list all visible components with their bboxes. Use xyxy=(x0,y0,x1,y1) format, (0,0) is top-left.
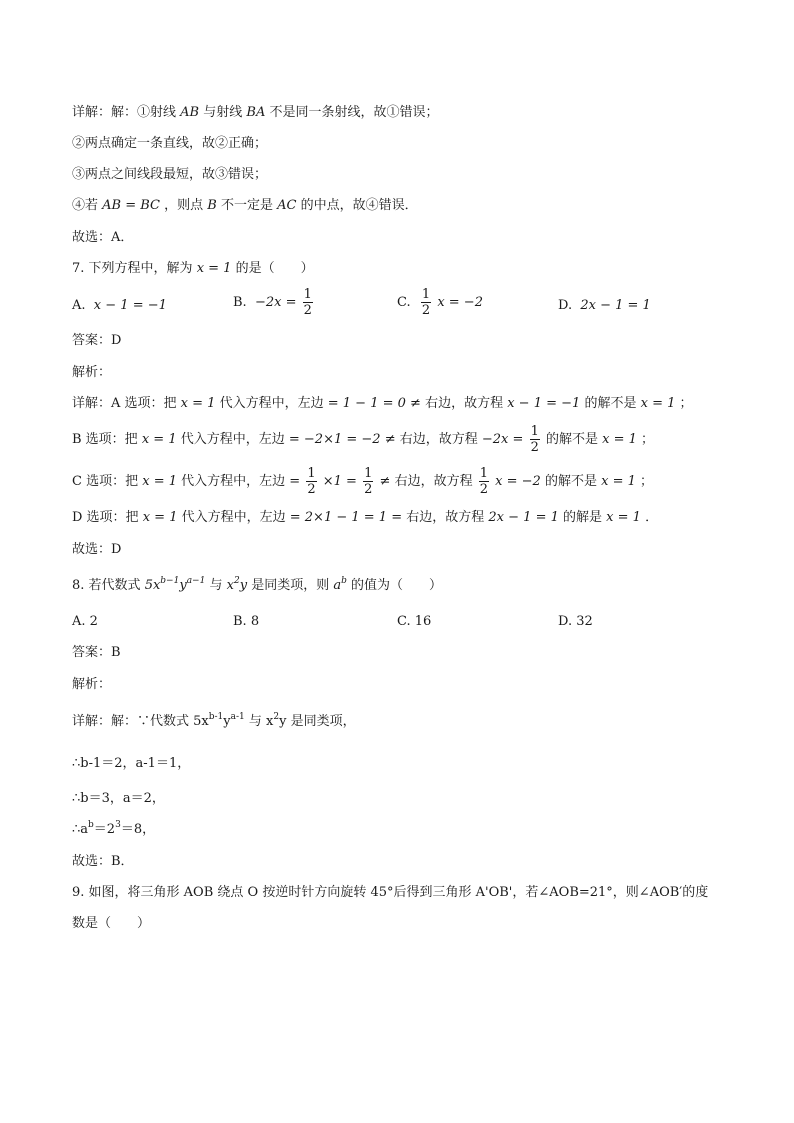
math: x = 1 xyxy=(606,510,641,525)
q7-detail-c xyxy=(72,466,653,497)
q7-option-a xyxy=(72,296,167,316)
fraction xyxy=(303,287,313,318)
base: a xyxy=(333,578,342,593)
math-ab-eq-bc: AB = BC xyxy=(102,198,160,213)
text: 右边，故方程 xyxy=(394,474,473,489)
numerator: 1 xyxy=(530,424,539,439)
q6-detail-line-4 xyxy=(72,196,418,216)
text: 详解：A 选项：把 xyxy=(72,396,177,411)
q8-final-answer: 故选：B． xyxy=(72,854,134,869)
text: 代入方程中，左边 xyxy=(181,510,286,525)
q9-stem-line-2: 数是（ ） xyxy=(72,916,151,931)
math-ac: AC xyxy=(277,198,297,213)
q7-final-answer: 故选：D xyxy=(72,542,122,557)
text: 代入方程中，左边 xyxy=(219,396,324,411)
math: x = 1 xyxy=(196,261,232,276)
q8-stem xyxy=(72,576,442,596)
exponent: a−1 xyxy=(186,576,206,586)
text: 不一定是 xyxy=(221,198,274,213)
text: 右边，故方程 xyxy=(399,432,478,447)
math: x = −2 xyxy=(495,474,541,489)
q7-detail-a xyxy=(72,394,693,414)
math: x = 1 xyxy=(602,432,637,447)
q8-detail-3: ∴b＝3，a＝2， xyxy=(72,791,165,806)
math: x − 1 = −1 xyxy=(507,396,581,411)
text: 的是（ ） xyxy=(235,261,314,276)
q6-detail-line-3: ③两点之间线段最短，故③错误； xyxy=(72,167,268,182)
option-label: D. xyxy=(558,298,573,313)
text: 的解不是 xyxy=(545,432,598,447)
math-ba: BA xyxy=(246,105,266,120)
text: B 选项：把 xyxy=(72,432,138,447)
text: 7. 下列方程中，解为 xyxy=(72,261,193,276)
denominator: 2 xyxy=(307,482,316,497)
q7-answer: 答案：D xyxy=(72,333,122,348)
text: 右边，故方程 xyxy=(425,396,504,411)
text: 与 xyxy=(209,578,223,593)
q7-option-b xyxy=(233,287,315,318)
math: = 1 − 1 = 0 ≠ xyxy=(327,396,421,411)
q6-detail-line-2: ②两点确定一条直线，故②正确； xyxy=(72,136,268,151)
numerator: 1 xyxy=(421,287,431,302)
text: C 选项：把 xyxy=(72,474,139,489)
math: x = 1 xyxy=(141,432,177,447)
q6-detail-line-1 xyxy=(72,103,439,123)
denominator: 2 xyxy=(530,440,539,455)
text: ＝2 xyxy=(93,822,116,837)
q8-option-c: C. 16 xyxy=(397,614,432,629)
denominator: 2 xyxy=(303,303,312,318)
math-ab: AB xyxy=(180,105,200,120)
math: x = −2 xyxy=(437,295,483,310)
math: ×1 = xyxy=(322,474,357,489)
exponent: b xyxy=(341,576,347,586)
q8-detail-4 xyxy=(72,820,155,840)
text: 8. 若代数式 xyxy=(72,578,141,593)
fraction xyxy=(306,466,316,497)
text: 的解不是 xyxy=(544,474,597,489)
q8-option-b: B. 8 xyxy=(233,614,260,629)
numerator: 1 xyxy=(364,466,373,481)
base: 5x xyxy=(144,578,161,593)
q7-analysis: 解析： xyxy=(72,365,112,380)
text: ； xyxy=(640,474,654,489)
text: 右边，故方程 xyxy=(406,510,485,525)
fraction xyxy=(530,424,540,455)
math: 2x − 1 = 1 xyxy=(488,510,559,525)
option-label: B. xyxy=(233,295,247,310)
exponent: b xyxy=(88,820,94,830)
denominator: 2 xyxy=(479,482,489,497)
exponent: b−1 xyxy=(160,576,180,586)
math-term-1 xyxy=(145,578,206,593)
math: x = 1 xyxy=(180,396,216,411)
q6-answer: 故选：A． xyxy=(72,230,134,245)
q8-detail-1 xyxy=(72,712,356,732)
q7-option-c xyxy=(397,287,483,318)
base: x xyxy=(226,578,234,593)
fraction xyxy=(479,466,489,497)
q7-stem xyxy=(72,259,314,279)
text: 的值为（ ） xyxy=(351,578,443,593)
text: y xyxy=(223,714,231,729)
base: y xyxy=(179,578,187,593)
text: ∴a xyxy=(72,822,89,837)
text: 是同类项，则 xyxy=(251,578,330,593)
q7-option-d xyxy=(558,296,651,316)
numerator: 1 xyxy=(479,466,489,481)
text: ＝8， xyxy=(120,822,156,837)
math-term-2 xyxy=(227,578,247,593)
math: = −2×1 = −2 ≠ xyxy=(288,432,396,447)
exponent: a-1 xyxy=(230,712,245,722)
fraction xyxy=(363,466,373,497)
exponent: 2 xyxy=(273,712,280,722)
text: 的中点，故④错误． xyxy=(300,198,418,213)
q9-stem-line-1: 9. 如图，将三角形 AOB 绕点 O 按逆时针方向旋转 45°后得到三角形 A'OB'，若∠AOB=21°，则∠AOB′的度 xyxy=(72,885,709,900)
text: y 是同类项， xyxy=(279,714,356,729)
text: 与 x xyxy=(248,714,274,729)
q8-analysis: 解析： xyxy=(72,677,112,692)
fraction xyxy=(421,287,431,318)
text: 的解不是 xyxy=(584,396,637,411)
q8-answer: 答案：B xyxy=(72,645,121,660)
math: x = 1 xyxy=(142,510,178,525)
text: D 选项：把 xyxy=(72,510,139,525)
math: x − 1 = −1 xyxy=(93,298,167,313)
text: 的解是 xyxy=(563,510,603,525)
math: −2x = xyxy=(254,295,297,310)
math: ≠ xyxy=(379,474,391,489)
math: = 2×1 − 1 = 1 = xyxy=(289,510,403,525)
math: −2x = xyxy=(481,432,524,447)
text: ④若 xyxy=(72,198,99,213)
math-term-3 xyxy=(333,578,347,593)
text: 详解：解：∵代数式 5x xyxy=(72,714,209,729)
text: ； xyxy=(679,396,693,411)
exponent: 2 xyxy=(233,576,240,586)
text: ，则点 xyxy=(164,198,204,213)
q7-detail-b xyxy=(72,424,654,455)
denominator: 2 xyxy=(364,482,373,497)
numerator: 1 xyxy=(303,287,312,302)
text: 不是同一条射线，故①错误； xyxy=(269,105,439,120)
text: 详解：解：①射线 xyxy=(72,105,177,120)
option-label: A. xyxy=(72,298,86,313)
text: ． xyxy=(645,510,659,525)
q7-detail-d xyxy=(72,508,658,528)
numerator: 1 xyxy=(307,466,316,481)
text: 代入方程中，左边 xyxy=(181,474,286,489)
exponent: 3 xyxy=(115,820,121,830)
q8-option-d: D. 32 xyxy=(558,614,593,629)
math: x = 1 xyxy=(601,474,636,489)
q8-option-a: A. 2 xyxy=(72,614,98,629)
q8-detail-2: ∴b-1＝2，a-1＝1， xyxy=(72,756,191,771)
text: ； xyxy=(641,432,655,447)
base: y xyxy=(239,578,248,593)
exponent: b-1 xyxy=(208,712,224,722)
denominator: 2 xyxy=(421,303,431,318)
text: 代入方程中，左边 xyxy=(180,432,285,447)
math-b: B xyxy=(207,198,217,213)
math: x = 1 xyxy=(142,474,177,489)
text: 与射线 xyxy=(203,105,243,120)
math: x = 1 xyxy=(640,396,676,411)
math: 2x − 1 = 1 xyxy=(580,298,651,313)
option-label: C. xyxy=(397,295,411,310)
math: = xyxy=(289,474,301,489)
